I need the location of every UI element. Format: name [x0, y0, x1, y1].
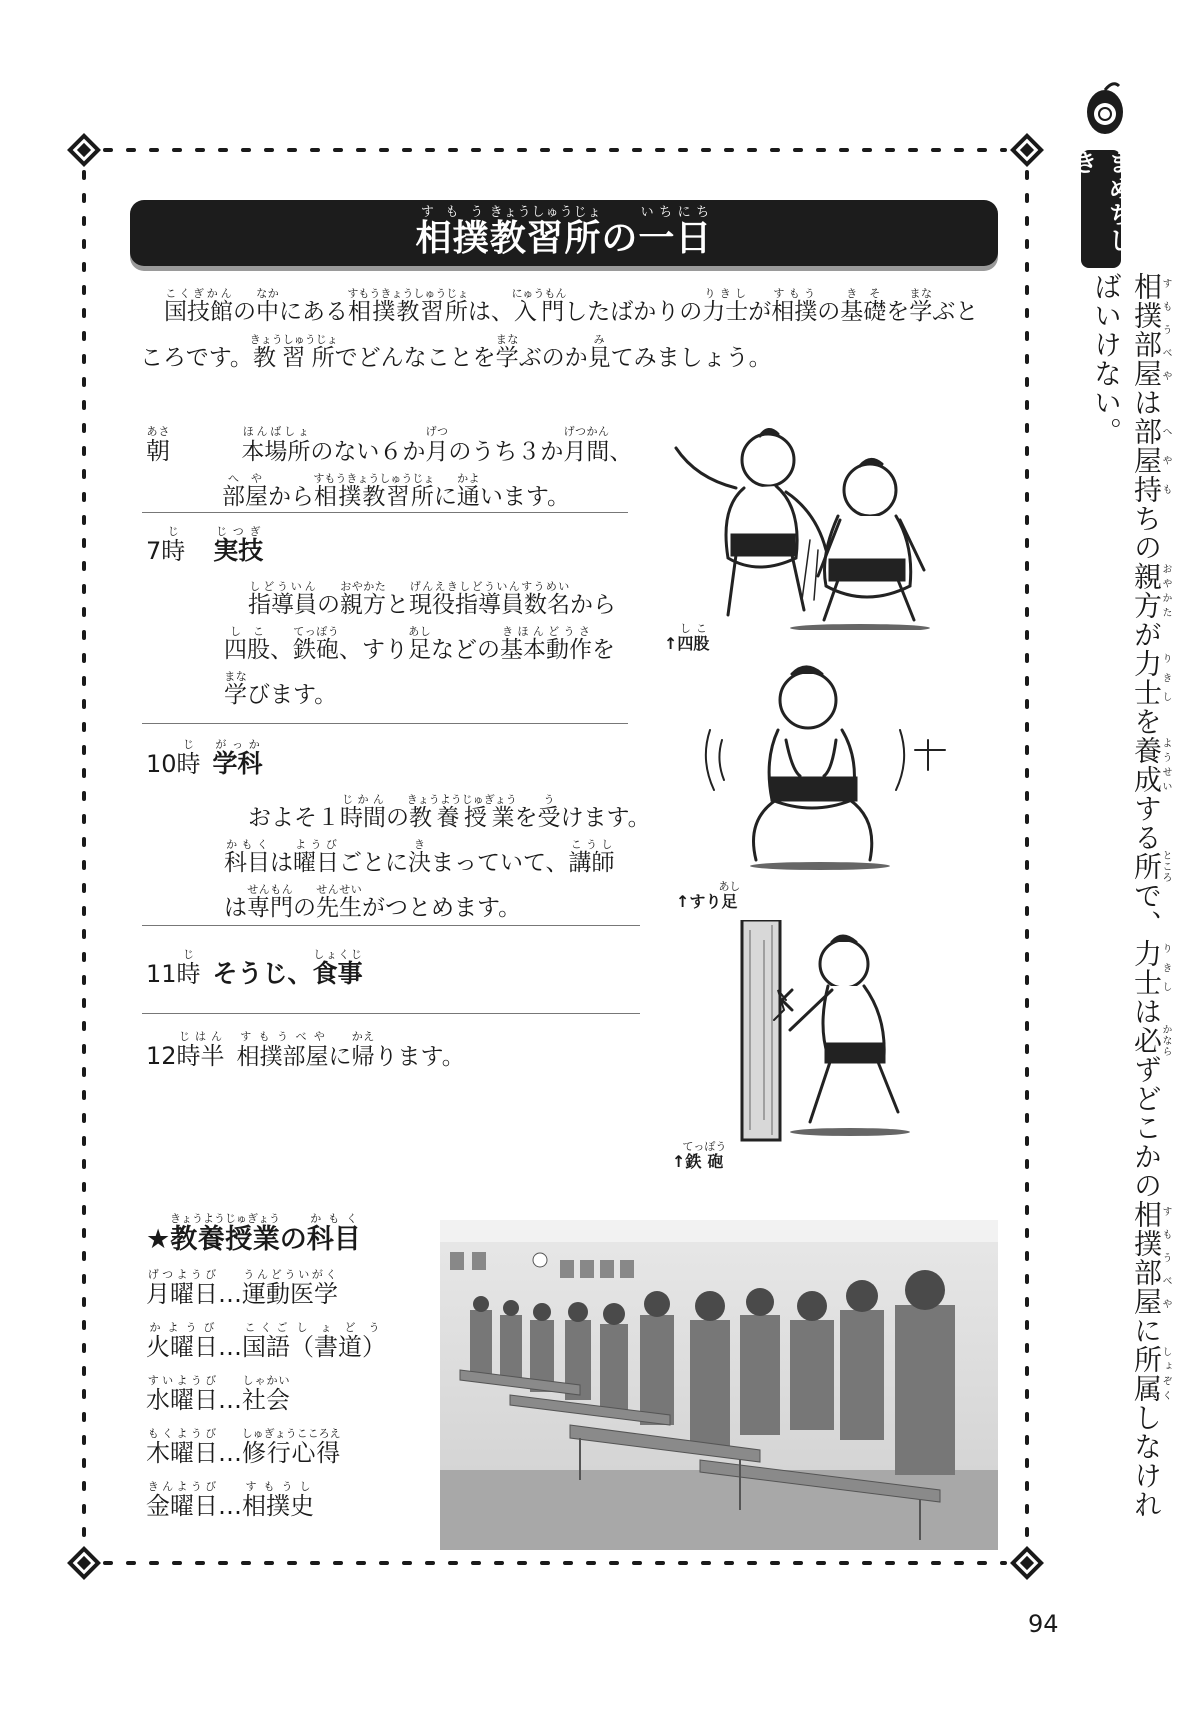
list-item: 火曜日かようび…国語こくご（書道）しょどう [146, 1321, 386, 1361]
divider [142, 1013, 640, 1014]
divider [142, 512, 628, 513]
schedule-10: 10時じ学科がっか およそ１時間じかんの教養授業きょうようじゅぎょうを受うけます。 科目かもくは曜日ようびごとに決きまっていて、講師こうし は専門せんもんの先生せんせいがつとめます。 [146, 738, 651, 921]
caption-teppo: ↑鉄砲てっぽう [672, 1140, 727, 1171]
subjects-list [146, 1268, 386, 1533]
list-item: 水曜日すいようび…社会しゃかい [146, 1374, 290, 1414]
list-item: 木曜日もくようび…修行心得しゅぎょうこころえ [146, 1427, 341, 1467]
list-item: 金曜日きんようび…相撲史すもうし [146, 1480, 314, 1520]
title-bar [130, 200, 998, 266]
schedule-12: 12時半じはん相撲部屋すもうべやに帰かえります。 [146, 1030, 465, 1070]
suri-ashi-illustration [700, 660, 960, 880]
teppo-illustration [740, 920, 930, 1150]
time-label: 朝あさ [146, 425, 170, 465]
subjects-title: ★教養授業きょうようじゅぎょうの科目かもく [146, 1212, 361, 1255]
page-title: 相撲すもう教習所きょうしゅうじょの一日いちにち [415, 205, 713, 259]
section-heading: 実技じつぎ [213, 525, 264, 565]
sumo-mage-icon [1080, 80, 1130, 144]
caption-shiko: ↑四股しこ [664, 622, 710, 653]
intro-paragraph: 国技館こくぎかんの中なかにある相撲教習所すもうきょうしゅうじょは、入門にゅうもんしたばかりの力士りきしが相撲すもうの基礎きそを学まなぶと ころです。教習所きょうしゅうじょでどんなことを学まなぶのか見みてみましょう。 [140, 287, 979, 371]
shiko-illustration [660, 420, 960, 630]
schedule-11: 11時じそうじ、食事しょくじ [146, 948, 363, 988]
list-item: 月曜日げつようび…運動医学うんどういがく [146, 1268, 338, 1308]
classroom-photo [440, 1220, 998, 1550]
mamechishiki-text: 相撲部屋すもうべやは部屋持へやもちの親方おやかたが力士りきしを養成ようせいする所ところで、力士りきしは必かならずどこかの相撲部屋すもうべやに所属しょぞくしなければいけない。 [1090, 272, 1171, 1519]
divider [142, 723, 628, 724]
schedule-morning: 朝あさ 本場所ほんばしょのない６か月げつのうち３か月間げつかん、 部屋へやから相撲教習所すもうきょうしゅうじょに通かよいます。 [146, 425, 633, 510]
caption-suri-ashi: ↑すり足あし [676, 880, 741, 911]
schedule-7: 7時じ実技じつぎ 指導員しどういんの親方おやかたと現役指導員数名げんえきしどういんすうめいから 四股しこ、鉄砲てっぽう、すり足あしなどの基本動作きほんどうさを 学まなびます。 [146, 525, 616, 708]
page-number: 94 [1028, 1610, 1059, 1638]
mamechishiki-tab: まめちしき [1081, 150, 1121, 268]
divider [142, 925, 640, 926]
section-heading: 学科がっか [212, 738, 263, 778]
